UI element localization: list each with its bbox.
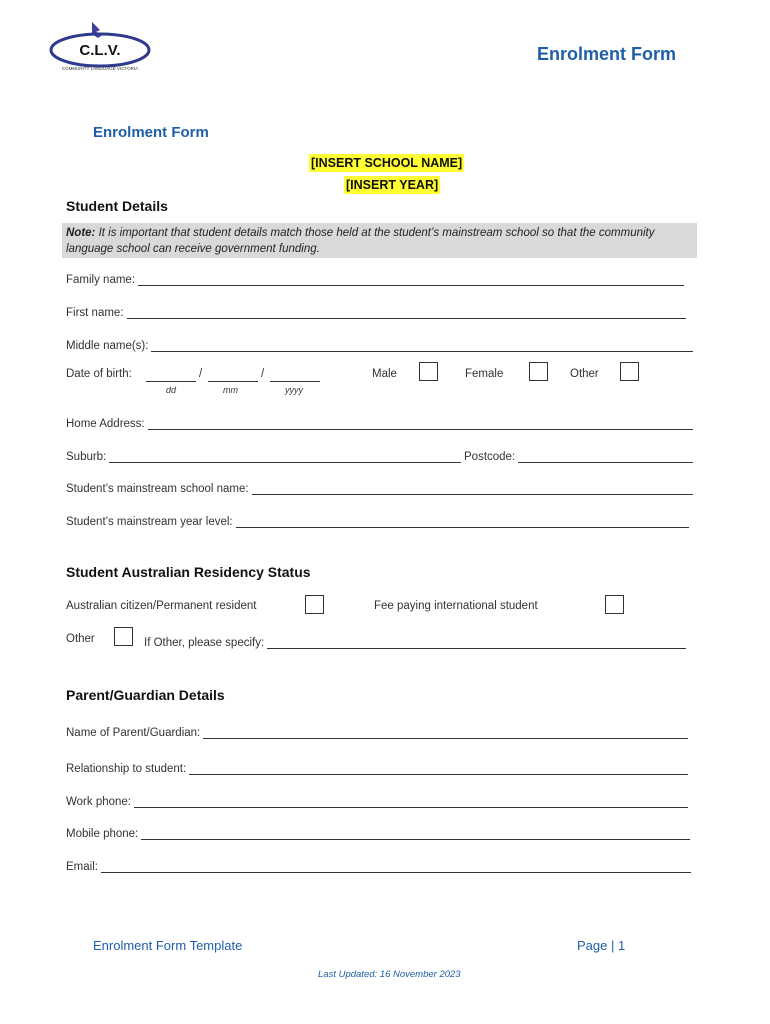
guardian-heading: Parent/Guardian Details [66,687,225,703]
gender-other-checkbox[interactable] [620,362,639,381]
residency-specify-line[interactable] [267,637,686,649]
postcode-field[interactable] [464,447,693,463]
mainstream-year-label: Student’s mainstream year level: [66,516,233,528]
postcode-label: Postcode: [464,451,516,463]
header-title: Enrolment Form [537,44,677,64]
residency-heading: Student Australian Residency Status [66,564,311,580]
dob-month-line[interactable] [208,381,258,382]
international-checkbox[interactable] [605,595,624,614]
school-name-placeholder: [INSERT SCHOOL NAME] [311,156,463,170]
gender-female-checkbox[interactable] [529,362,548,381]
clv-logo [48,20,153,75]
work-phone-line[interactable] [134,796,688,808]
mobile-phone-line[interactable] [141,828,690,840]
dob-dd-hint: dd [166,385,177,395]
mainstream-school-field[interactable] [66,479,693,495]
dob-year-line[interactable] [270,381,320,382]
mainstream-year-field[interactable] [66,512,689,528]
home-address-field[interactable] [66,414,693,430]
relationship-line[interactable] [189,763,688,775]
mainstream-school-line[interactable] [252,483,693,495]
mainstream-school-label: Student’s mainstream school name: [66,483,249,495]
work-phone-label: Work phone: [66,796,131,808]
suburb-field[interactable] [66,447,461,463]
gender-male-label: Male [372,368,397,380]
gender-female-label: Female [465,368,504,380]
work-phone-field[interactable] [66,792,688,808]
dob-separator-2: / [261,368,265,380]
suburb-line[interactable] [109,451,461,463]
email-label: Email: [66,861,98,873]
gender-male-checkbox[interactable] [419,362,438,381]
mainstream-year-line[interactable] [236,516,689,528]
international-label: Fee paying international student [374,600,538,612]
gender-other-label: Other [570,368,599,380]
dob-yyyy-hint: yyyy [285,385,303,395]
suburb-label: Suburb: [66,451,107,463]
postcode-line[interactable] [518,451,693,463]
mobile-phone-label: Mobile phone: [66,828,139,840]
home-address-label: Home Address: [66,418,145,430]
guardian-name-label: Name of Parent/Guardian: [66,727,201,739]
email-line[interactable] [101,861,691,873]
logo-subtext: COMMUNITY LANGUAGE VICTORIA [61,66,139,71]
middle-names-label: Middle name(s): [66,340,149,352]
note-text: It is important that student details match those held at the student’s mainstream school so that the community language school can receive government funding. [66,227,655,255]
family-name-line[interactable] [138,274,684,286]
guardian-name-line[interactable] [203,727,688,739]
residency-specify-label: If Other, please specify: [144,637,265,649]
guardian-name-field[interactable] [66,723,688,739]
middle-names-field[interactable] [66,336,693,352]
dob-day-line[interactable] [146,381,196,382]
citizen-label: Australian citizen/Permanent resident [66,600,257,612]
family-name-field[interactable] [66,270,684,286]
residency-other-checkbox[interactable] [114,627,133,646]
first-name-field[interactable] [66,303,686,319]
family-name-label: Family name: [66,274,136,286]
middle-names-line[interactable] [151,340,693,352]
student-details-heading: Student Details [66,198,168,214]
dob-mm-hint: mm [223,385,238,395]
relationship-label: Relationship to student: [66,763,187,775]
mobile-phone-field[interactable] [66,824,690,840]
citizen-checkbox[interactable] [305,595,324,614]
last-updated: Last Updated: 16 November 2023 [318,969,461,980]
dob-separator-1: / [199,368,203,380]
home-address-line[interactable] [148,418,693,430]
first-name-line[interactable] [127,307,686,319]
dob-label: Date of birth: [66,368,132,380]
note-label: Note: [66,227,96,239]
residency-other-label: Other [66,633,95,645]
footer-template-label: Enrolment Form Template [93,938,243,953]
funding-note [62,223,697,258]
first-name-label: First name: [66,307,124,319]
relationship-field[interactable] [66,759,688,775]
residency-specify-field[interactable] [144,633,686,649]
logo-text: C.L.V. [79,42,121,59]
year-placeholder: [INSERT YEAR] [346,178,439,192]
email-field[interactable] [66,857,691,873]
footer-page-number: Page | 1 [577,938,626,953]
form-title: Enrolment Form [93,124,209,141]
